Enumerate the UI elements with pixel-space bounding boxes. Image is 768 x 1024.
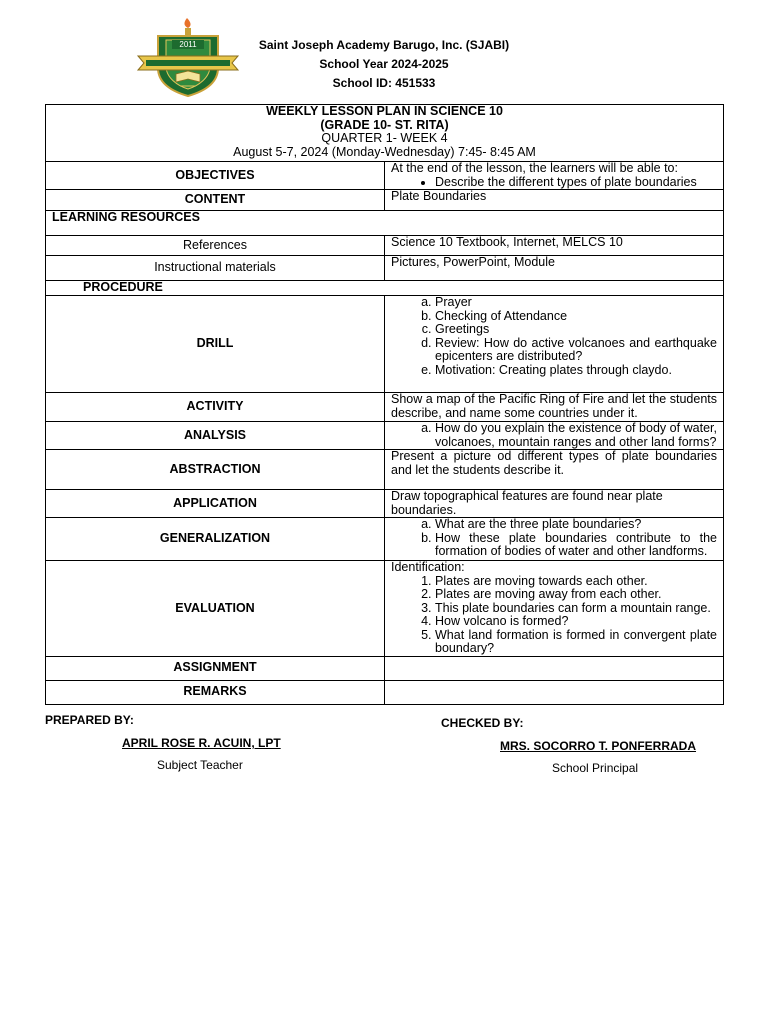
drill-item: a. Prayer: [435, 296, 717, 310]
document-header: [0, 0, 768, 100]
generalization-cell: [385, 518, 724, 561]
drill-list: [391, 296, 717, 377]
abstraction-value: Present a picture od different types of plate boundaries and let the students describe it.: [385, 450, 724, 490]
drill-item: b. Checking of Attendance: [435, 310, 717, 324]
generalization-label: GENERALIZATION: [46, 518, 385, 561]
content-value: Plate Boundaries: [385, 190, 724, 211]
evaluation-item: 3. This plate boundaries can form a mountain range.: [435, 602, 717, 616]
objectives-cell: [385, 162, 724, 190]
learning-resources-label: LEARNING RESOURCES: [46, 211, 724, 236]
objective-item: • Describe the different types of plate boundaries: [435, 176, 717, 190]
evaluation-item: 1. Plates are moving towards each other.: [435, 575, 717, 589]
objectives-label: OBJECTIVES: [46, 162, 385, 190]
drill-label: DRILL: [46, 296, 385, 393]
school-name: Saint Joseph Academy Barugo, Inc. (SJABI): [258, 38, 510, 52]
remarks-value: [385, 680, 724, 704]
generalization-item: b. How these plate boundaries contribute to the formation of bodies of water and other landforms.: [435, 532, 717, 559]
lesson-plan-table: [45, 104, 724, 705]
analysis-cell: [385, 422, 724, 450]
school-year: School Year 2024-2025: [319, 57, 449, 71]
prepared-by-role: Subject Teacher: [157, 758, 243, 772]
school-id: School ID: 451533: [332, 76, 436, 90]
references-value: Science 10 Textbook, Internet, MELCS 10: [385, 236, 724, 256]
content-label: CONTENT: [46, 190, 385, 211]
remarks-label: REMARKS: [46, 680, 385, 704]
materials-label: Instructional materials: [46, 256, 385, 281]
plan-title: WEEKLY LESSON PLAN IN SCIENCE 10: [266, 104, 503, 118]
drill-item: d. Review: How do active volcanoes and earthquake epicenters are distributed?: [435, 337, 717, 364]
evaluation-cell: [385, 561, 724, 657]
drill-item: c. Greetings: [435, 323, 717, 337]
evaluation-item: 2. Plates are moving away from each other.: [435, 588, 717, 602]
materials-value: Pictures, PowerPoint, Module: [385, 256, 724, 281]
checked-by-name: MRS. SOCORRO T. PONFERRADA: [500, 739, 697, 753]
drill-item: e. Motivation: Creating plates through claydo.: [435, 364, 717, 378]
generalization-item: a. What are the three plate boundaries?: [435, 518, 717, 532]
application-value: Draw topographical features are found near plate boundaries.: [385, 490, 724, 518]
assignment-value: [385, 656, 724, 680]
application-label: APPLICATION: [46, 490, 385, 518]
plan-grade: (GRADE 10- ST. RITA): [320, 117, 449, 132]
procedure-label: PROCEDURE: [46, 281, 724, 296]
checked-by-role: School Principal: [552, 761, 639, 775]
objectives-list: [391, 176, 717, 190]
generalization-list: [391, 518, 717, 559]
activity-value: Show a map of the Pacific Ring of Fire and let the students describe, and name some countries under it.: [385, 393, 724, 422]
references-label: References: [46, 236, 385, 256]
evaluation-item: 4. How volcano is formed?: [435, 615, 717, 629]
plan-title-cell: [46, 105, 724, 162]
logo-year-text: 2011: [179, 40, 197, 49]
abstraction-label: ABSTRACTION: [46, 450, 385, 490]
checked-by-label: CHECKED BY:: [441, 716, 524, 730]
evaluation-list: [391, 575, 717, 656]
evaluation-label: EVALUATION: [46, 561, 385, 657]
activity-label: ACTIVITY: [46, 393, 385, 422]
prepared-by-name: APRIL ROSE R. ACUIN, LPT: [122, 736, 281, 750]
prepared-by-label: PREPARED BY:: [45, 713, 134, 727]
evaluation-item: 5. What land formation is formed in convergent plate boundary?: [435, 629, 717, 656]
assignment-label: ASSIGNMENT: [46, 656, 385, 680]
plan-date: August 5-7, 2024 (Monday-Wednesday) 7:45- 8:45 AM: [233, 144, 536, 159]
evaluation-intro: Identification:: [391, 560, 465, 574]
objectives-intro: At the end of the lesson, the learners will be able to:: [391, 161, 678, 175]
drill-cell: [385, 296, 724, 393]
analysis-list: [391, 422, 717, 449]
plan-quarter: QUARTER 1- WEEK 4: [321, 131, 448, 145]
analysis-label: ANALYSIS: [46, 422, 385, 450]
analysis-item: a. How do you explain the existence of body of water, volcanoes, mountain ranges and other land forms?: [435, 422, 717, 449]
